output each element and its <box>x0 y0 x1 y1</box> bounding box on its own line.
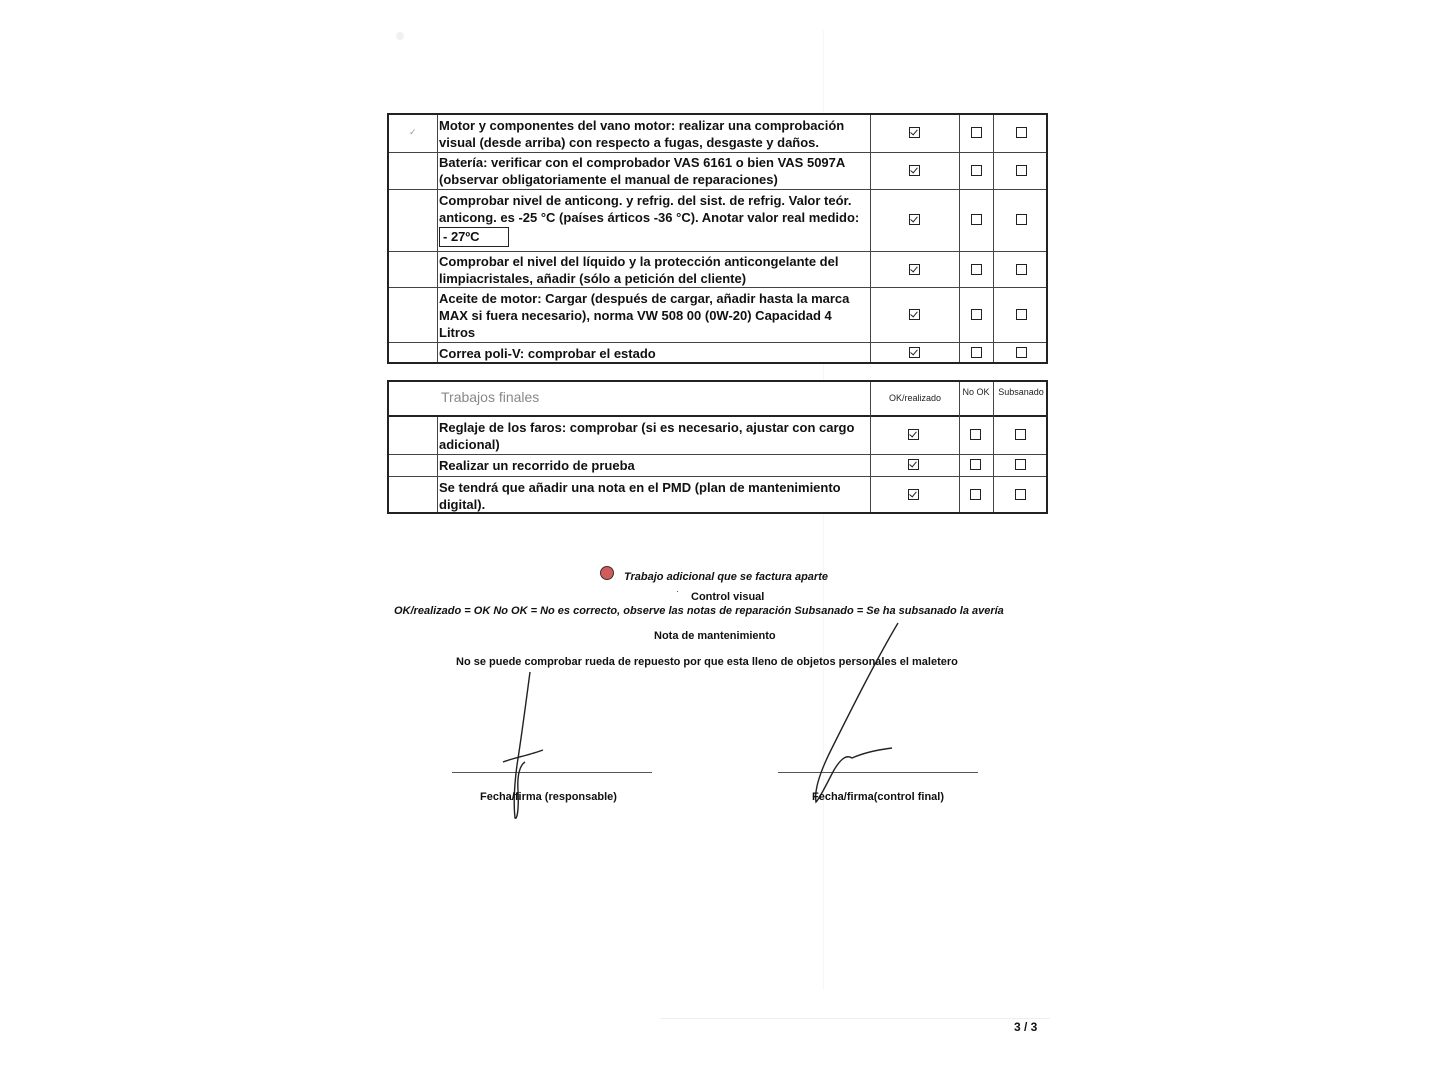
legend-visual-control: Control visual <box>691 591 765 603</box>
nok-checkbox[interactable] <box>971 165 982 176</box>
table-row <box>389 477 1046 514</box>
legend-additional-work: Trabajo adicional que se factura aparte <box>624 571 828 583</box>
nok-checkbox[interactable] <box>970 459 981 470</box>
checklist-table <box>387 113 1048 364</box>
row-text: Motor y componentes del vano motor: realizar una comprobación visual (desde arriba) con respecto a fugas, desgaste y daños. <box>439 118 845 150</box>
fixed-checkbox[interactable] <box>1016 264 1027 275</box>
row-text: Correa poli-V: comprobar el estado <box>439 346 656 361</box>
fixed-checkbox[interactable] <box>1016 309 1027 320</box>
additional-work-icon <box>600 566 614 580</box>
signature-label-responsible: Fecha/firma (responsable) <box>480 791 617 803</box>
fixed-checkbox[interactable] <box>1015 459 1026 470</box>
check-mark-icon: ✓ <box>409 127 417 137</box>
ok-checkbox[interactable] <box>909 165 920 176</box>
measured-value-field[interactable]: - 27ºC <box>439 227 509 247</box>
ok-checkbox[interactable] <box>909 309 920 320</box>
signature-label-final: Fecha/firma(control final) <box>812 791 945 803</box>
row-text: Comprobar el nivel del líquido y la protección anticongelante del limpiacristales, añadir (sólo a petición del cliente) <box>439 254 839 286</box>
row-text: Aceite de motor: Cargar (después de cargar, añadir hasta la marca MAX si fuera necesario), norma VW 508 00 (0W-20) Capacidad 4 Litros <box>439 291 850 340</box>
ok-checkbox[interactable] <box>909 127 920 138</box>
col-header-fixed: Subsanado <box>998 387 1044 397</box>
nok-checkbox[interactable] <box>971 309 982 320</box>
col-header-ok: OK/realizado <box>888 393 942 403</box>
maintenance-note-title: Nota de mantenimiento <box>654 630 776 642</box>
fixed-checkbox[interactable] <box>1016 127 1027 138</box>
ok-checkbox[interactable] <box>909 214 920 225</box>
row-text: Reglaje de los faros: comprobar (si es necesario, ajustar con cargo adicional) <box>439 420 855 452</box>
ok-checkbox[interactable] <box>908 429 919 440</box>
nok-checkbox[interactable] <box>971 347 982 358</box>
row-text: Se tendrá que añadir una nota en el PMD (plan de mantenimiento digital). <box>439 480 841 512</box>
nok-checkbox[interactable] <box>971 127 982 138</box>
scan-speck <box>396 32 404 40</box>
ok-checkbox[interactable] <box>908 489 919 500</box>
footer-rule <box>660 1018 1050 1019</box>
table-row <box>389 288 1046 343</box>
table-row <box>389 153 1046 190</box>
fixed-checkbox[interactable] <box>1016 347 1027 358</box>
nok-checkbox[interactable] <box>971 264 982 275</box>
signature-final-control <box>806 620 906 810</box>
table-row <box>389 455 1046 477</box>
col-header-nok: No OK <box>962 387 990 397</box>
ok-checkbox[interactable] <box>909 347 920 358</box>
page-number: 3 / 3 <box>1014 1020 1038 1034</box>
fixed-checkbox[interactable] <box>1015 489 1026 500</box>
table-row <box>389 343 1046 364</box>
fixed-checkbox[interactable] <box>1015 429 1026 440</box>
nok-checkbox[interactable] <box>970 429 981 440</box>
nok-checkbox[interactable] <box>971 214 982 225</box>
fixed-checkbox[interactable] <box>1016 165 1027 176</box>
nok-checkbox[interactable] <box>970 489 981 500</box>
eye-dot-icon: · <box>676 586 679 596</box>
ok-checkbox[interactable] <box>909 264 920 275</box>
table-row <box>389 190 1046 252</box>
section-title: Trabajos finales <box>441 389 540 405</box>
row-text: Comprobar nivel de anticong. y refrig. del sist. de refrig. Valor teór. anticong. es -25 °C (países árticos -36 °C). Anotar valor real medido: <box>439 193 860 225</box>
table-header <box>389 382 1046 417</box>
row-text: Realizar un recorrido de prueba <box>439 458 635 473</box>
table-row <box>389 252 1046 288</box>
ok-checkbox[interactable] <box>908 459 919 470</box>
table-row <box>389 115 1046 153</box>
legend-definitions: OK/realizado = OK No OK = No es correcto, observe las notas de reparación Subsanado = Se ha subsanado la avería <box>394 605 1004 617</box>
final-work-table <box>387 380 1048 514</box>
fixed-checkbox[interactable] <box>1016 214 1027 225</box>
maintenance-note-text: No se puede comprobar rueda de repuesto por que esta lleno de objetos personales el maletero <box>456 656 958 668</box>
row-text: Batería: verificar con el comprobador VAS 6161 o bien VAS 5097A (observar obligatoriamente el manual de reparaciones) <box>439 155 845 187</box>
table-row <box>389 417 1046 455</box>
